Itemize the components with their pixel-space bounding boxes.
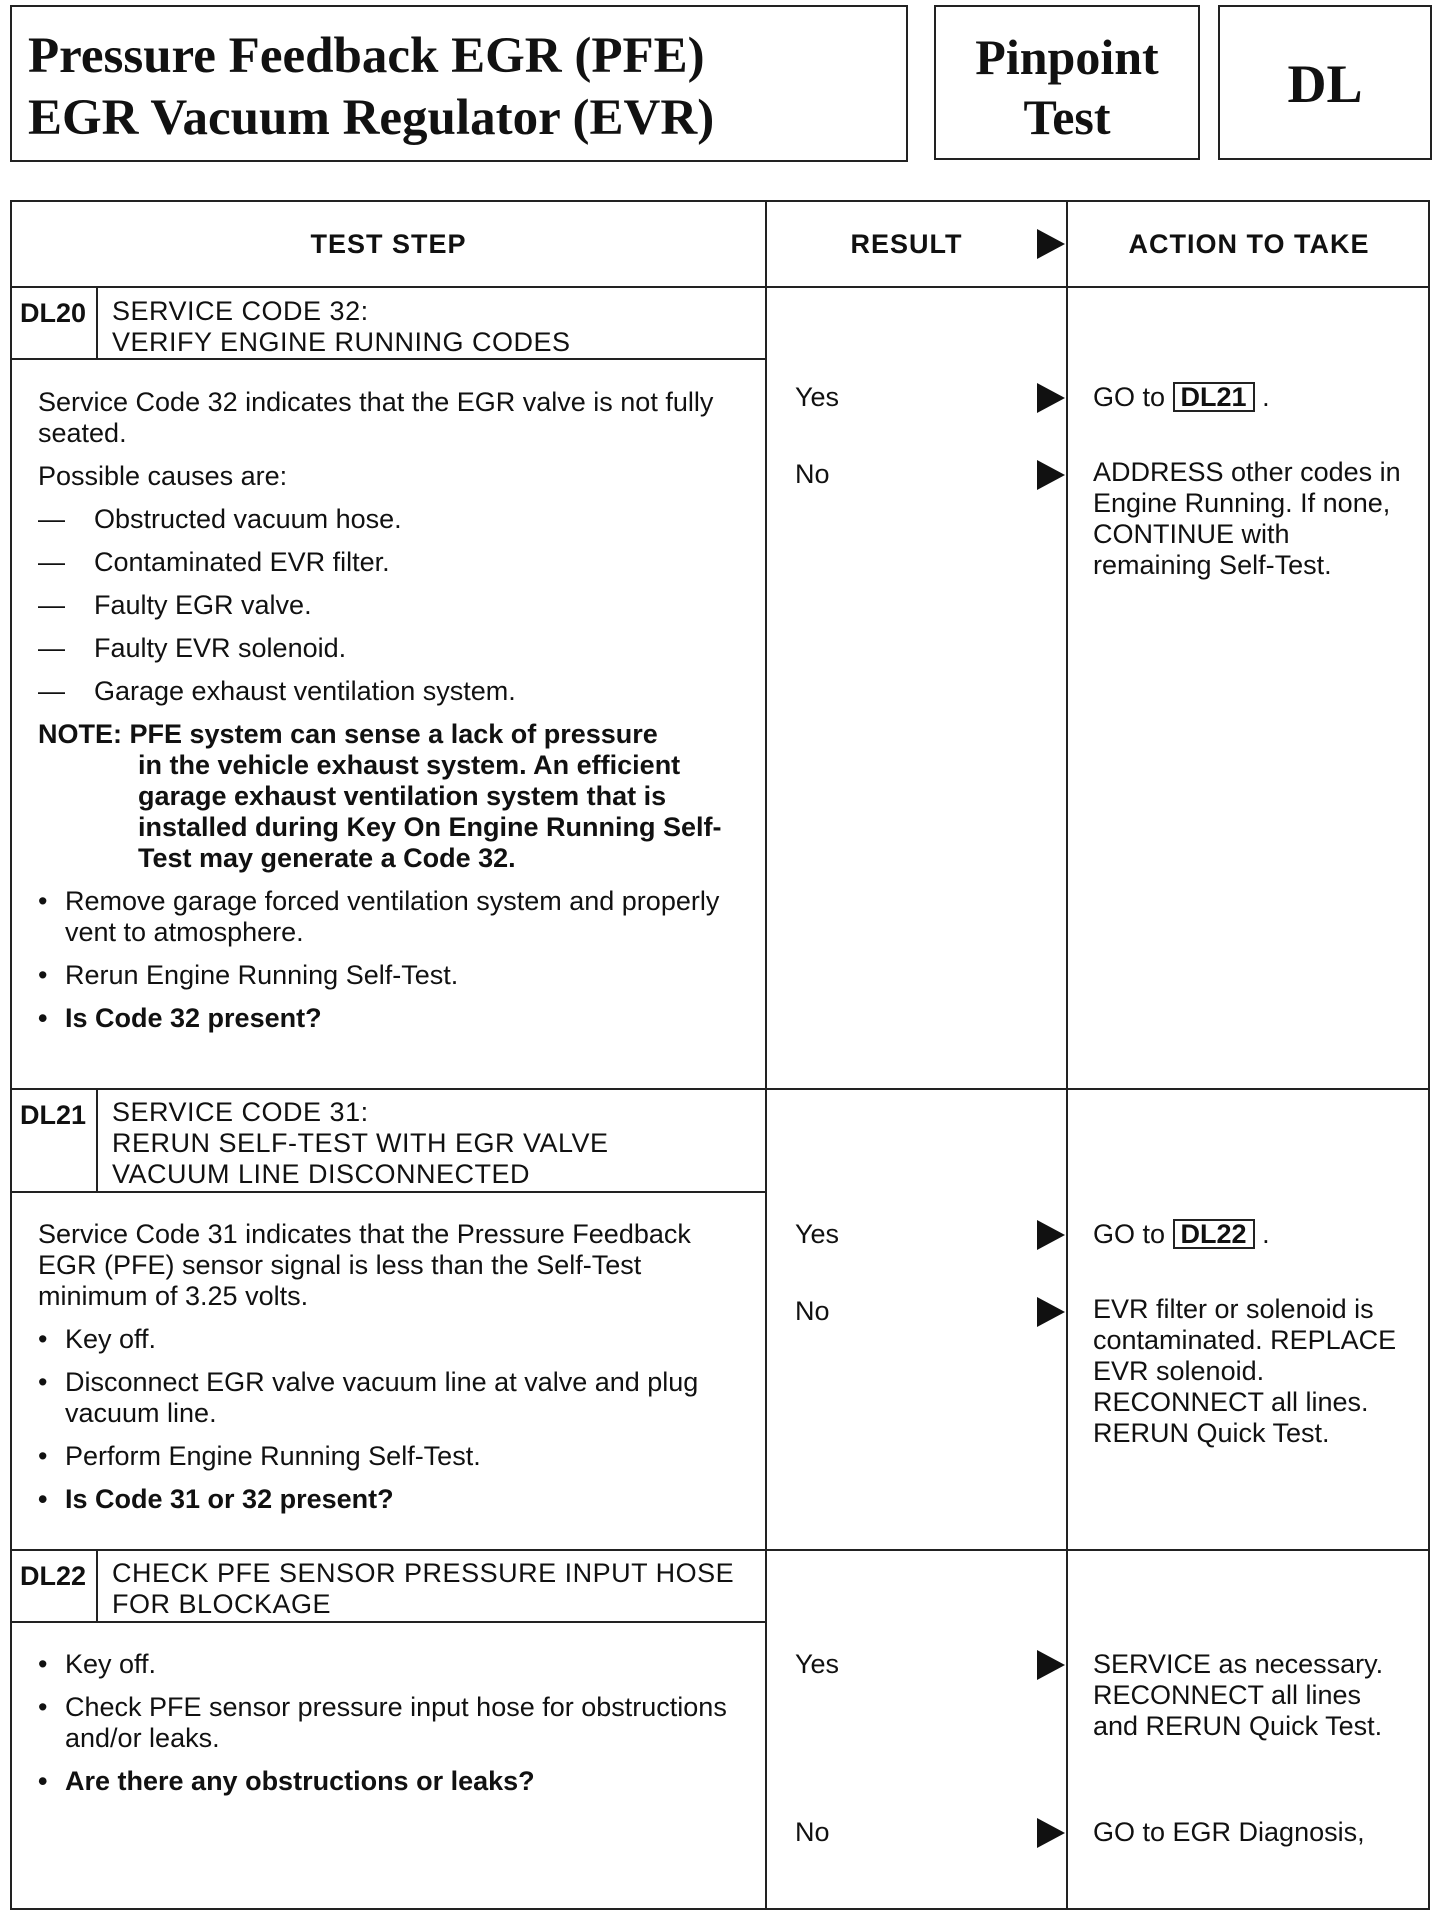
- pinpoint-line-1: Pinpoint: [975, 29, 1159, 85]
- step-divider: [12, 1088, 1428, 1090]
- step-bullet: • Key off.: [38, 1324, 157, 1354]
- column-divider: [1066, 202, 1068, 1908]
- result-yes: Yes: [795, 1219, 840, 1249]
- step-title-line: CHECK PFE SENSOR PRESSURE INPUT HOSE: [112, 1558, 735, 1588]
- step-divider: [12, 1549, 1428, 1551]
- step-title-divider: [12, 358, 766, 360]
- header-divider: [12, 286, 1428, 288]
- cause-item: — Obstructed vacuum hose.: [38, 504, 402, 534]
- step-reference: DL22: [1173, 1219, 1255, 1249]
- step-bullet: • Check PFE sensor pressure input hose for obstructions and/or leaks.: [38, 1692, 727, 1753]
- action-yes: GO to DL22 .: [1093, 1219, 1270, 1249]
- step-title-divider: [12, 1621, 766, 1623]
- step-intro: Service Code 32 indicates that the EGR valve is not fully seated.: [38, 387, 714, 448]
- causes-label: Possible causes are:: [38, 461, 288, 491]
- step-id: DL21: [12, 1088, 98, 1192]
- step-bullet: • Remove garage forced ventilation system and properly vent to atmosphere.: [38, 886, 720, 947]
- result-yes: Yes: [795, 1649, 840, 1679]
- action-yes: SERVICE as necessary. RECONNECT all lines and RERUN Quick Test.: [1093, 1649, 1384, 1741]
- result-arrow-icon: [1037, 1818, 1065, 1848]
- action-no: EVR filter or solenoid is contaminated. REPLACE EVR solenoid. RECONNECT all lines. RERUN Quick Test.: [1093, 1294, 1397, 1448]
- page-title: [10, 5, 908, 162]
- result-no: No: [795, 459, 830, 489]
- step-id: DL22: [12, 1549, 98, 1622]
- step-question: • Is Code 32 present?: [38, 1003, 322, 1033]
- note-first-line: PFE system can sense a lack of pressure: [129, 719, 658, 749]
- test-table: [10, 200, 1430, 1910]
- action-no: ADDRESS other codes in Engine Running. If none, CONTINUE with remaining Self-Test.: [1093, 457, 1401, 580]
- result-no: No: [795, 1296, 830, 1326]
- step-bullet: • Rerun Engine Running Self-Test.: [38, 960, 459, 990]
- step-title: [112, 1097, 609, 1190]
- result-no: No: [795, 1817, 830, 1847]
- step-title-line: VERIFY ENGINE RUNNING CODES: [112, 327, 571, 357]
- step-title: [112, 296, 571, 358]
- result-arrow-icon: [1037, 1650, 1065, 1680]
- action-yes: GO to DL21 .: [1093, 382, 1270, 412]
- column-header-test-step: TEST STEP: [310, 229, 467, 259]
- result-yes: Yes: [795, 382, 840, 412]
- step-reference: DL21: [1173, 382, 1255, 412]
- step-body: [38, 1649, 738, 1809]
- step-id: DL20: [12, 286, 98, 359]
- cause-item: — Contaminated EVR filter.: [38, 547, 390, 577]
- result-arrow-icon: [1037, 1220, 1065, 1250]
- title-line-2: EGR Vacuum Regulator (EVR): [28, 90, 715, 146]
- step-bullet: • Key off.: [38, 1649, 157, 1679]
- step-title-line: VACUUM LINE DISCONNECTED: [112, 1159, 531, 1189]
- step-body: [38, 387, 738, 1046]
- note-body: in the vehicle exhaust system. An efficient garage exhaust ventilation system that is installed during Key On Engine Running Self-Test may generate a Code 32.: [138, 750, 722, 873]
- step-bullet: • Perform Engine Running Self-Test.: [38, 1441, 481, 1471]
- test-code-label: DL: [1218, 5, 1432, 160]
- title-line-1: Pressure Feedback EGR (PFE): [28, 28, 705, 84]
- cause-item: — Faulty EVR solenoid.: [38, 633, 347, 663]
- result-arrow-icon: [1037, 1297, 1065, 1327]
- note-label: NOTE:: [38, 719, 122, 749]
- step-bullet: • Disconnect EGR valve vacuum line at valve and plug vacuum line.: [38, 1367, 699, 1428]
- step-body: [38, 1219, 738, 1527]
- cause-item: — Faulty EGR valve.: [38, 590, 312, 620]
- column-header-result: [767, 202, 1066, 286]
- step-title-line: SERVICE CODE 31:: [112, 1097, 369, 1127]
- cause-item: — Garage exhaust ventilation system.: [38, 676, 516, 706]
- result-arrow-icon: [1037, 460, 1065, 490]
- column-header-action: ACTION TO TAKE: [1128, 229, 1370, 259]
- note: [38, 719, 738, 874]
- result-arrow-icon: [1037, 229, 1065, 259]
- column-divider: [765, 202, 767, 1908]
- result-arrow-icon: [1037, 383, 1065, 413]
- step-question: • Are there any obstructions or leaks?: [38, 1766, 535, 1796]
- step-title-line: SERVICE CODE 32:: [112, 296, 369, 326]
- step-title-line: RERUN SELF-TEST WITH EGR VALVE: [112, 1128, 609, 1158]
- pinpoint-line-2: Test: [1023, 89, 1111, 145]
- pinpoint-test-label: [934, 5, 1200, 160]
- step-title-line: FOR BLOCKAGE: [112, 1589, 332, 1619]
- step-intro: Service Code 31 indicates that the Pressure Feedback EGR (PFE) sensor signal is less than the Self-Test minimum of 3.25 volts.: [38, 1219, 691, 1311]
- step-question: • Is Code 31 or 32 present?: [38, 1484, 394, 1514]
- step-title: [112, 1558, 734, 1620]
- result-header-label: RESULT: [850, 229, 963, 259]
- step-title-divider: [12, 1191, 766, 1193]
- action-no: GO to EGR Diagnosis,: [1093, 1817, 1365, 1847]
